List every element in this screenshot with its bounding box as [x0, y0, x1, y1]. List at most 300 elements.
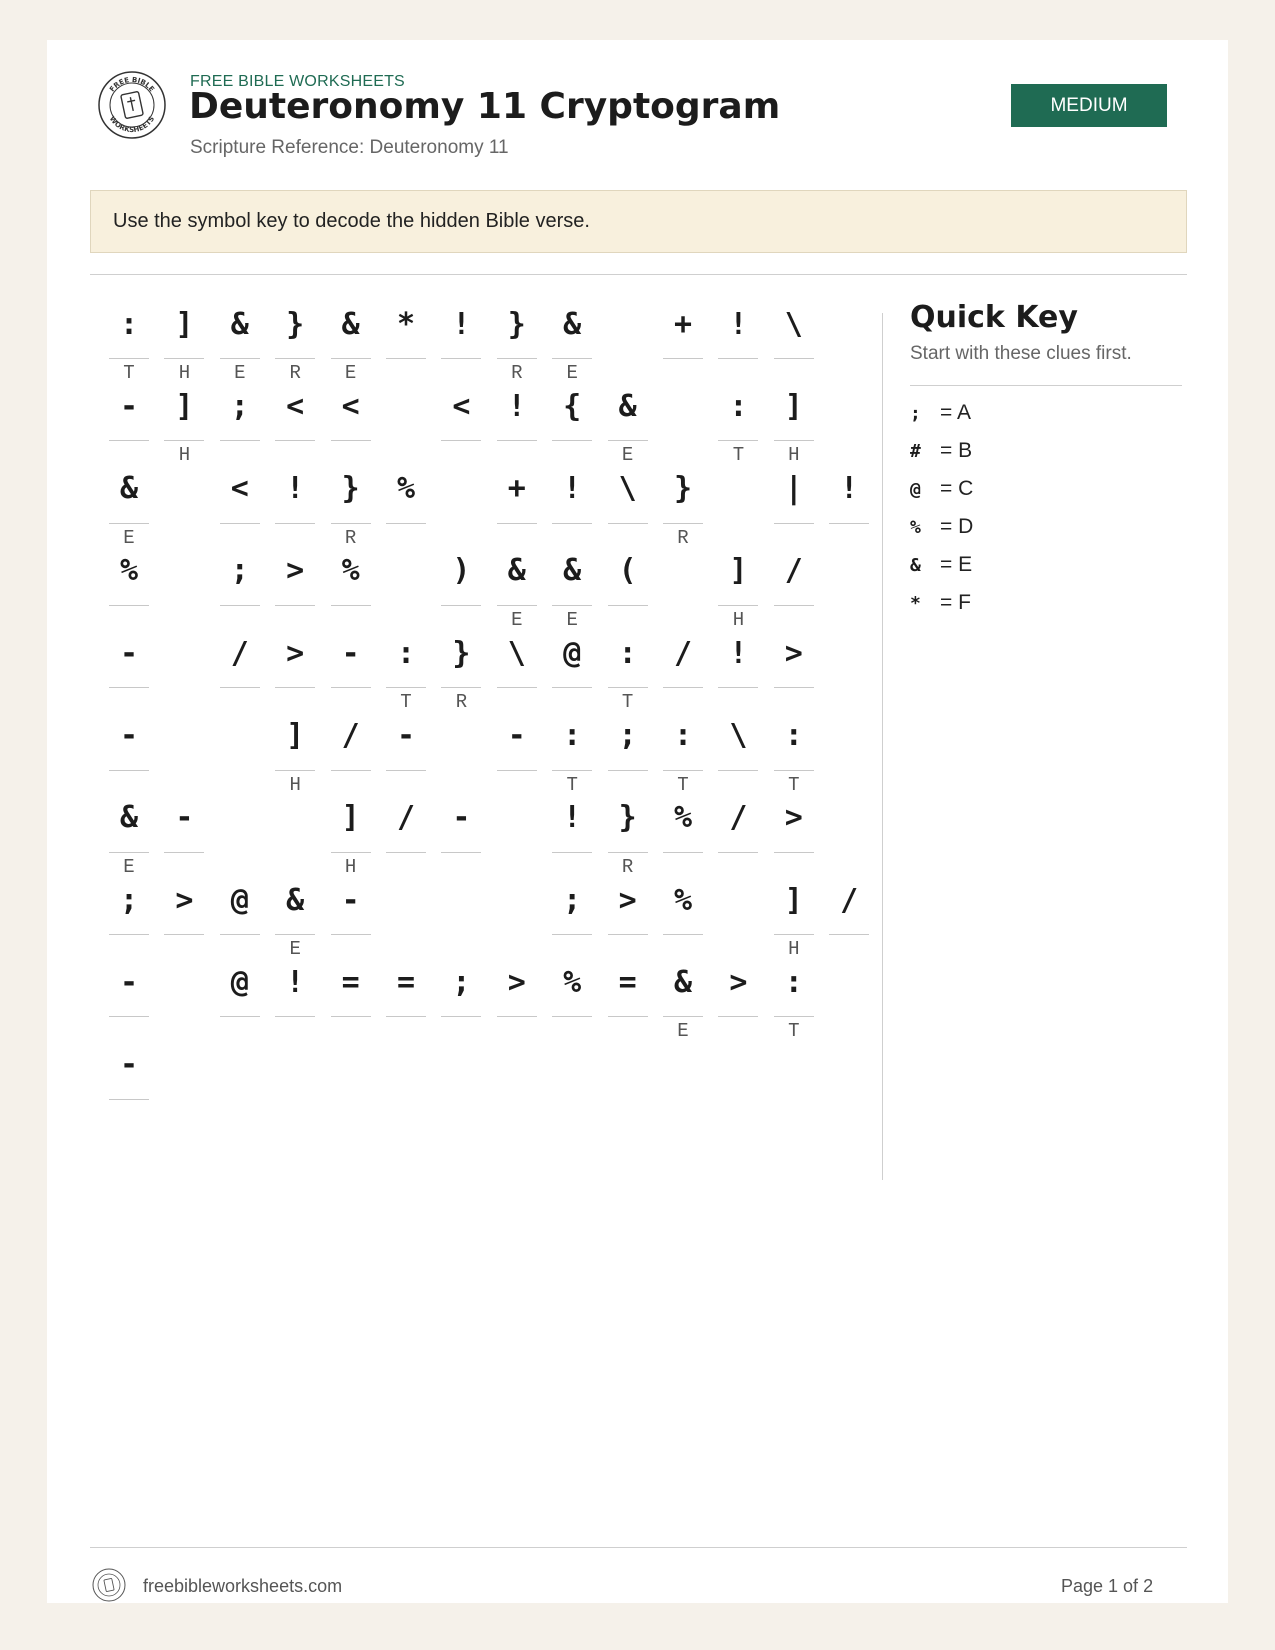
cipher-symbol: ! [563, 800, 582, 836]
cipher-symbol: - [341, 635, 360, 671]
cipher-cell [497, 702, 537, 788]
answer-line [718, 770, 758, 771]
cipher-symbol: > [784, 635, 803, 671]
key-value: = D [940, 515, 974, 538]
answer-line [663, 1016, 703, 1017]
answer-line [275, 605, 315, 606]
cipher-symbol: & [673, 964, 693, 1000]
cipher-cell [497, 619, 537, 705]
cipher-cell [109, 866, 149, 952]
answer-line [608, 523, 648, 524]
answer-line [774, 852, 814, 853]
cipher-symbol: } [673, 471, 693, 507]
hint-letter: T [400, 691, 412, 714]
cipher-cell [331, 784, 371, 878]
cipher-cell [386, 784, 426, 870]
logo-text-bottom: WORKSHEETS [107, 114, 157, 135]
cipher-symbol: : [119, 306, 139, 342]
answer-line [220, 687, 260, 688]
cipher-cell [608, 866, 648, 952]
answer-line [497, 687, 537, 688]
cipher-symbol: : [784, 964, 803, 1000]
cipher-cell [386, 702, 426, 788]
cipher-symbol: ] [286, 718, 305, 753]
answer-line [663, 687, 703, 688]
cipher-symbol: < [286, 388, 305, 424]
cipher-cell [718, 537, 758, 631]
key-value: = B [940, 439, 973, 462]
cipher-symbol: & [618, 388, 637, 424]
answer-line [331, 770, 371, 771]
cipher-cell [109, 948, 149, 1034]
answer-line [275, 770, 315, 771]
answer-line [109, 523, 149, 524]
cipher-symbol: } [618, 800, 637, 836]
cipher-cell [663, 290, 703, 376]
cipher-symbol: % [119, 553, 139, 589]
cipher-symbol: \ [729, 718, 748, 753]
cipher-cell [275, 866, 315, 961]
cipher-cell [275, 948, 315, 1034]
answer-line [552, 770, 592, 771]
cipher-symbol: \ [507, 635, 526, 671]
cipher-cell [275, 702, 315, 796]
cipher-symbol: > [175, 882, 194, 918]
key-symbol: # [910, 440, 921, 462]
cipher-cell [774, 455, 814, 541]
cipher-symbol: } [341, 471, 360, 507]
cipher-symbol: / [784, 553, 803, 589]
cipher-symbol: % [563, 964, 582, 1000]
hint-letter: E [123, 526, 135, 549]
cipher-cell [552, 455, 592, 541]
cipher-symbol: : [729, 388, 748, 424]
footer-site: freebibleworksheets.com [143, 1576, 343, 1596]
answer-line [441, 1016, 481, 1017]
cipher-symbol: ; [618, 718, 637, 753]
cipher-cell [441, 537, 481, 623]
cipher-cell [164, 290, 204, 384]
cipher-symbol: < [230, 471, 249, 507]
key-value: = A [940, 401, 971, 424]
cipher-symbol: } [286, 306, 305, 342]
cipher-cell [220, 537, 260, 623]
answer-line [220, 358, 260, 359]
answer-line [608, 440, 648, 441]
cipher-symbol: = [396, 964, 416, 1000]
cipher-symbol: > [286, 635, 305, 671]
hint-letter: R [455, 691, 468, 714]
cipher-symbol: / [840, 882, 859, 918]
hint-letter: T [788, 773, 800, 796]
cipher-symbol: : [673, 718, 693, 753]
quick-key-title: Quick Key [910, 300, 1078, 335]
answer-line [331, 687, 371, 688]
answer-line [109, 934, 149, 935]
answer-line [497, 523, 537, 524]
cipher-symbol: ; [452, 964, 471, 1000]
hint-letter: E [234, 362, 246, 384]
cipher-symbol: } [507, 306, 526, 342]
cipher-symbol: > [507, 964, 526, 1000]
cipher-cell [386, 290, 426, 376]
cipher-symbol: | [784, 471, 803, 507]
answer-line [331, 605, 371, 606]
answer-line [164, 852, 204, 853]
cipher-symbol: - [119, 635, 139, 671]
cipher-cell [220, 866, 260, 952]
answer-line [386, 523, 426, 524]
cipher-symbol: > [729, 964, 748, 1000]
cipher-cell [164, 784, 204, 870]
cipher-symbol: - [175, 800, 194, 836]
answer-line [275, 934, 315, 935]
answer-line [109, 1016, 149, 1017]
cipher-cell [331, 702, 371, 788]
cipher-cell [552, 537, 592, 631]
footer-divider [90, 1547, 1187, 1548]
cipher-cell [829, 455, 869, 541]
answer-line [608, 1016, 648, 1017]
answer-line [774, 440, 814, 441]
key-value: = C [940, 477, 974, 500]
hint-letter: E [123, 855, 135, 878]
cipher-cell [220, 455, 260, 541]
hint-letter: H [732, 608, 745, 631]
cipher-symbol: > [286, 553, 305, 589]
cipher-symbol: = [618, 964, 637, 1000]
key-symbol: @ [910, 478, 921, 500]
cipher-symbol: @ [563, 635, 582, 671]
cipher-cell [774, 372, 814, 467]
difficulty-badge: MEDIUM [1011, 84, 1167, 127]
answer-line [109, 1099, 149, 1100]
answer-line [275, 440, 315, 441]
answer-line [552, 605, 592, 606]
answer-line [552, 523, 592, 524]
cipher-cell [718, 948, 758, 1034]
answer-line [552, 687, 592, 688]
cipher-cell [718, 619, 758, 705]
cipher-cell [275, 290, 315, 384]
cipher-cell [774, 866, 814, 961]
answer-line [718, 440, 758, 441]
answer-line [275, 687, 315, 688]
page-title: Deuteronomy 11 Cryptogram [189, 86, 781, 127]
cipher-symbol: & [230, 306, 249, 342]
cipher-cell [109, 537, 149, 623]
cipher-cell [497, 455, 537, 541]
answer-line [774, 523, 814, 524]
answer-line [497, 1016, 537, 1017]
answer-line [663, 852, 703, 853]
cipher-symbol: / [341, 718, 360, 753]
cipher-symbol: ! [729, 306, 748, 342]
cipher-cell [386, 455, 426, 541]
answer-line [774, 605, 814, 606]
hint-letter: T [677, 773, 689, 796]
scripture-reference: Scripture Reference: Deuteronomy 11 [190, 137, 509, 158]
cipher-symbol: ) [452, 553, 471, 589]
answer-line [441, 687, 481, 688]
answer-line [608, 687, 648, 688]
cipher-symbol: & [119, 471, 139, 507]
cipher-cell [552, 866, 592, 952]
answer-line [275, 1016, 315, 1017]
cipher-cell [663, 455, 703, 549]
cipher-cell [608, 784, 648, 878]
key-item [910, 550, 1110, 580]
cipher-cell [829, 866, 869, 952]
answer-line [552, 358, 592, 359]
key-item [910, 398, 1110, 428]
cipher-symbol: - [507, 718, 526, 753]
logo-text-top: FREE BIBLE [108, 75, 156, 94]
answer-line [608, 770, 648, 771]
answer-line [608, 934, 648, 935]
cipher-symbol: : [618, 635, 637, 671]
answer-line [718, 358, 758, 359]
cipher-symbol: > [618, 882, 637, 918]
cipher-symbol: - [119, 718, 139, 753]
cipher-symbol: & [286, 882, 305, 918]
brand-label: FREE BIBLE WORKSHEETS [190, 73, 405, 90]
cipher-cell [220, 372, 260, 458]
cipher-symbol: ! [452, 306, 471, 342]
answer-line [608, 852, 648, 853]
cipher-symbol: ! [286, 471, 305, 507]
cipher-symbol: & [563, 306, 582, 342]
cipher-cell [331, 619, 371, 705]
cipher-symbol: ; [563, 882, 582, 918]
cipher-symbol: > [784, 800, 803, 836]
key-value: = E [940, 553, 973, 576]
answer-line [663, 523, 703, 524]
hint-letter: T [621, 691, 634, 714]
hint-letter: E [566, 608, 578, 631]
cipher-cell [275, 372, 315, 458]
cipher-cell [109, 784, 149, 878]
cipher-cell [497, 290, 537, 384]
cipher-cell [109, 372, 149, 458]
cipher-cell [552, 290, 592, 384]
cipher-symbol: = [341, 964, 360, 1000]
answer-line [718, 605, 758, 606]
hint-letter: R [511, 362, 523, 384]
cipher-cell [552, 948, 592, 1034]
cipher-symbol: : [563, 718, 582, 753]
cipher-cell [109, 290, 149, 384]
hint-letter: E [344, 362, 357, 384]
hint-letter: R [677, 526, 689, 549]
answer-line [663, 934, 703, 935]
answer-line [164, 934, 204, 935]
answer-line [497, 605, 537, 606]
cipher-cell [331, 537, 371, 623]
answer-line [331, 440, 371, 441]
hint-letter: H [788, 444, 800, 467]
answer-line [386, 358, 426, 359]
hint-letter: E [566, 362, 578, 384]
cipher-cell [718, 784, 758, 870]
cipher-symbol: ! [729, 635, 748, 671]
cipher-cell [497, 372, 537, 458]
cipher-symbol: : [784, 718, 803, 753]
answer-line [220, 523, 260, 524]
cipher-symbol: - [396, 718, 416, 753]
answer-line [774, 934, 814, 935]
cipher-cell [608, 619, 648, 714]
cipher-cell [497, 948, 537, 1034]
cipher-cell [441, 290, 481, 376]
answer-line [331, 358, 371, 359]
quick-key-subtitle: Start with these clues first. [910, 343, 1132, 364]
cipher-cell [109, 1031, 149, 1117]
answer-line [497, 770, 537, 771]
cipher-cell [552, 784, 592, 870]
cipher-symbol: < [341, 388, 360, 424]
cipher-symbol: ] [784, 882, 803, 918]
key-symbol: ; [910, 402, 921, 424]
answer-line [275, 358, 315, 359]
answer-line [220, 440, 260, 441]
cipher-cell [109, 455, 149, 549]
answer-line [386, 687, 426, 688]
cipher-symbol: & [341, 306, 360, 342]
cipher-cell [441, 619, 481, 714]
cipher-cell [552, 702, 592, 796]
cipher-symbol: ] [341, 800, 360, 836]
answer-line [774, 1016, 814, 1017]
key-value: = F [940, 591, 971, 614]
hint-letter: T [123, 362, 135, 384]
hint-letter: H [289, 773, 301, 796]
hint-letter: R [344, 526, 357, 549]
hint-letter: R [289, 362, 301, 384]
answer-line [663, 770, 703, 771]
cipher-symbol: % [396, 471, 416, 507]
cipher-cell [331, 372, 371, 458]
key-item [910, 436, 1110, 466]
answer-line [220, 934, 260, 935]
cipher-cell [608, 948, 648, 1034]
cipher-symbol: / [396, 800, 416, 836]
answer-line [386, 770, 426, 771]
cipher-symbol: < [452, 388, 471, 424]
cipher-symbol: { [563, 388, 582, 424]
cipher-cell [275, 455, 315, 541]
answer-line [774, 770, 814, 771]
cipher-symbol: ! [563, 471, 582, 507]
answer-line [441, 358, 481, 359]
cipher-symbol: % [341, 553, 360, 589]
answer-line [829, 523, 869, 524]
cipher-symbol: ! [840, 471, 859, 507]
cipher-cell [386, 948, 426, 1034]
cipher-symbol: & [507, 553, 526, 589]
answer-line [718, 1016, 758, 1017]
cipher-cell [331, 455, 371, 549]
cipher-cell [220, 290, 260, 384]
answer-line [109, 605, 149, 606]
cipher-cell [774, 948, 814, 1043]
answer-line [441, 440, 481, 441]
cipher-cell [608, 455, 648, 541]
cipher-cell [441, 372, 481, 458]
cipher-cell [109, 702, 149, 788]
hint-letter: E [621, 444, 634, 467]
hint-letter: E [289, 938, 301, 961]
answer-line [275, 523, 315, 524]
answer-line [718, 852, 758, 853]
cipher-cell [663, 866, 703, 952]
cipher-symbol: @ [230, 964, 249, 1000]
cipher-cell [441, 784, 481, 870]
key-item [910, 474, 1110, 504]
answer-line [386, 1016, 426, 1017]
cipher-cell [164, 866, 204, 952]
key-symbol: * [910, 592, 921, 614]
cipher-cell [441, 948, 481, 1034]
cipher-cell [774, 619, 814, 705]
instructions-text: Use the symbol key to decode the hidden Bible verse. [113, 210, 590, 232]
cipher-cell [552, 619, 592, 705]
answer-line [663, 358, 703, 359]
hint-letter: E [511, 608, 523, 631]
cipher-symbol: \ [784, 306, 803, 342]
cipher-cell [386, 619, 426, 714]
cipher-symbol: & [563, 553, 582, 589]
cipher-cell [331, 948, 371, 1034]
cipher-cell [275, 619, 315, 705]
cipher-symbol: / [729, 800, 748, 836]
answer-line [109, 687, 149, 688]
answer-line [331, 1016, 371, 1017]
cipher-cell [718, 372, 758, 467]
answer-line [164, 358, 204, 359]
cipher-symbol: - [119, 388, 139, 424]
answer-line [441, 605, 481, 606]
page-number: Page 1 of 2 [1061, 1576, 1154, 1596]
hint-letter: T [566, 773, 578, 796]
cipher-cell [774, 702, 814, 796]
cipher-symbol: ! [507, 388, 526, 424]
key-item [910, 512, 1110, 542]
cipher-cell [608, 372, 648, 467]
cipher-symbol: - [119, 964, 139, 1000]
cipher-cell [774, 537, 814, 623]
cipher-cell [552, 372, 592, 458]
hint-letter: H [344, 855, 357, 878]
answer-line [331, 852, 371, 853]
hint-letter: T [732, 444, 745, 467]
answer-line [331, 523, 371, 524]
cipher-symbol: ] [175, 388, 194, 424]
answer-line [109, 852, 149, 853]
cipher-cell [608, 702, 648, 788]
cipher-cell [663, 619, 703, 705]
key-symbol: % [910, 516, 921, 538]
answer-line [109, 770, 149, 771]
cipher-symbol: ( [618, 553, 637, 589]
cipher-cell [331, 290, 371, 384]
cipher-cell [220, 619, 260, 705]
cipher-symbol: ; [230, 553, 249, 589]
answer-line [774, 687, 814, 688]
cipher-symbol: \ [618, 471, 637, 507]
cipher-cell [774, 290, 814, 376]
answer-line [109, 358, 149, 359]
